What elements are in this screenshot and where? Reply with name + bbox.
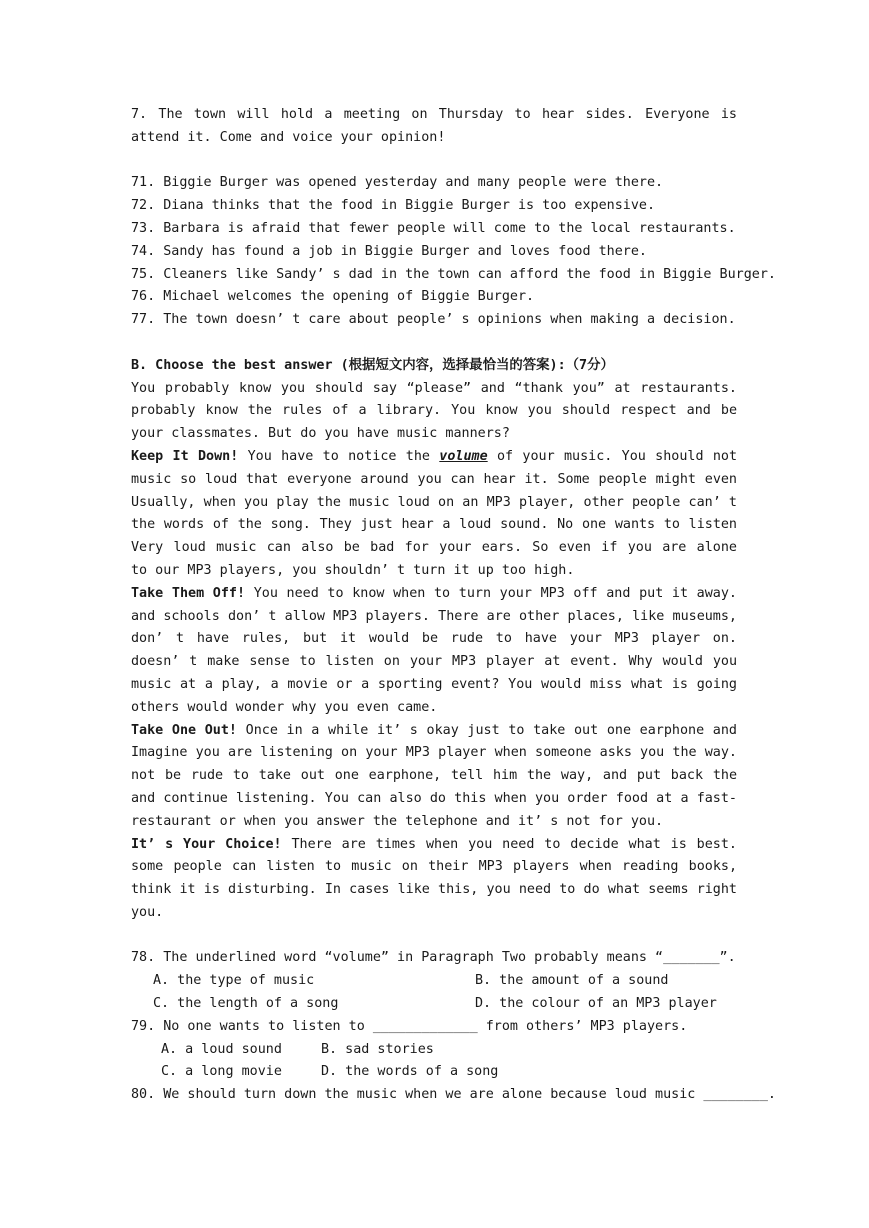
question-80-stem: 80. We should turn down the music when we are alone because loud music ________. bbox=[131, 1087, 776, 1103]
passage-p2-line: Usually, when you play the music loud on an MP3 player, other people can’ t bbox=[131, 494, 737, 510]
statement-74: 74. Sandy has found a job in Biggie Burger and loves food there. bbox=[131, 243, 647, 259]
passage-p3-line: music at a play, a movie or a sporting event? You would miss what is going bbox=[131, 676, 737, 692]
statement-76: 76. Michael welcomes the opening of Biggie Burger. bbox=[131, 289, 535, 305]
passage-p2-line: the words of the song. They just hear a loud sound. No one wants to listen bbox=[131, 517, 737, 533]
passage-p4-line: Imagine you are listening on your MP3 player when someone asks you the way. bbox=[131, 745, 737, 761]
passage-p4-line: not be rude to take out one earphone, tell him the way, and put back the bbox=[131, 768, 737, 784]
passage-p3-line: and schools don’ t allow MP3 players. There are other places, like museums, bbox=[131, 608, 737, 624]
q79-option-a: A. a loud sound bbox=[161, 1041, 282, 1057]
passage-p4-line: restaurant or when you answer the telephone and it’ s not for you. bbox=[131, 813, 664, 829]
question-78-options-row-1 bbox=[131, 970, 737, 993]
passage-p4-line: and continue listening. You can also do this when you order food at a fast- bbox=[131, 790, 737, 806]
question-79-stem: 79. No one wants to listen to _____________ from others’ MP3 players. bbox=[131, 1018, 688, 1034]
q7-line-1: 7. The town will hold a meeting on Thursday to hear sides. Everyone is bbox=[131, 107, 737, 122]
passage-p5-line: you. bbox=[131, 904, 164, 920]
passage-p2-line: music so loud that everyone around you can hear it. Some people might even bbox=[131, 471, 737, 487]
statement-71: 71. Biggie Burger was opened yesterday and many people were there. bbox=[131, 175, 664, 191]
question-78-stem: 78. The underlined word “volume” in Paragraph Two probably means “_______”. bbox=[131, 950, 736, 966]
passage-p3-line: others would wonder why you even came. bbox=[131, 699, 438, 715]
p2-heading: Keep It Down! bbox=[131, 448, 239, 464]
q78-option-c: C. the length of a song bbox=[153, 996, 339, 1012]
q79-option-d: D. the words of a song bbox=[321, 1064, 499, 1080]
statement-72: 72. Diana thinks that the food in Biggie Burger is too expensive. bbox=[131, 198, 656, 214]
statement-75: 75. Cleaners like Sandy’ s dad in the town can afford the food in Biggie Burger. bbox=[131, 266, 776, 282]
passage-p2-first-line: Keep It Down! You have to notice the volume of your music. You should not bbox=[131, 448, 737, 464]
p3-heading: Take Them Off! bbox=[131, 585, 246, 601]
passage-p1-line: You probably know you should say “please” and “thank you” at restaurants. bbox=[131, 380, 737, 396]
p4-heading: Take One Out! bbox=[131, 722, 237, 738]
section-b-heading: B. Choose the best answer (根据短文内容，选择最恰当的答案):（7分） bbox=[131, 357, 614, 373]
statement-77: 77. The town doesn’ t care about people’ s opinions when making a decision. bbox=[131, 312, 736, 328]
q78-option-d: D. the colour of an MP3 player bbox=[475, 996, 717, 1012]
passage-p1-line: probably know the rules of a library. You know you should respect and be bbox=[131, 403, 737, 419]
q79-option-c: C. a long movie bbox=[161, 1064, 282, 1080]
q79-option-b: B. sad stories bbox=[321, 1041, 434, 1057]
passage-p4-first-line: Take One Out! Once in a while it’ s okay just to take out one earphone and bbox=[131, 722, 737, 738]
question-79-options-row-1 bbox=[131, 1039, 737, 1062]
passage-p5-first-line: It’ s Your Choice! There are times when you need to decide what is best. bbox=[131, 836, 737, 852]
passage-p5-line: think it is disturbing. In cases like this, you need to do what seems right bbox=[131, 882, 737, 898]
passage-p1-line: your classmates. But do you have music manners? bbox=[131, 426, 510, 442]
q7-line-2: attend it. Come and voice your opinion! bbox=[131, 129, 446, 145]
passage-p3-first-line: Take Them Off! You need to know when to turn your MP3 off and put it away. bbox=[131, 585, 737, 601]
passage-p3-line: doesn’ t make sense to listen on your MP3 player at event. Why would you bbox=[131, 654, 737, 670]
p5-heading: It’ s Your Choice! bbox=[131, 836, 282, 852]
statement-73: 73. Barbara is afraid that fewer people will come to the local restaurants. bbox=[131, 220, 736, 236]
passage-p2-line: Very loud music can also be bad for your ears. So even if you are alone bbox=[131, 540, 737, 556]
question-79-options-row-2 bbox=[131, 1061, 737, 1084]
passage-p5-line: some people can listen to music on their MP3 players when reading books, bbox=[131, 859, 737, 875]
document-content bbox=[131, 104, 776, 1107]
underlined-word-volume: volume bbox=[439, 448, 488, 464]
q78-option-b: B. the amount of a sound bbox=[475, 973, 669, 989]
q78-option-a: A. the type of music bbox=[153, 973, 315, 989]
question-78-options-row-2 bbox=[131, 993, 737, 1016]
passage-p2-line: to our MP3 players, you shouldn’ t turn it up too high. bbox=[131, 562, 575, 578]
passage-p3-line: don’ t have rules, but it would be rude to have your MP3 player on. bbox=[131, 631, 737, 647]
